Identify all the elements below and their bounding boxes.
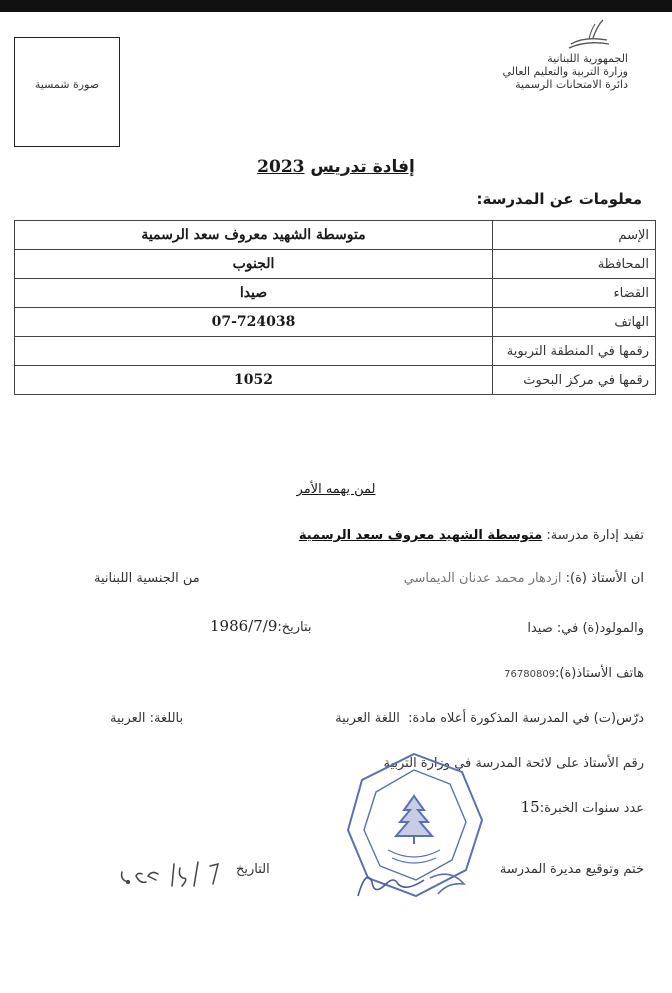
row-value: 07-724038 [15, 308, 493, 337]
row-value: صيدا [15, 279, 493, 308]
row-label: رقمها في المنطقة التربوية [493, 337, 656, 366]
row-value: 1052 [15, 366, 493, 395]
table-row [15, 366, 656, 395]
row-value [15, 337, 493, 366]
teacher-phone: 76780809 [504, 669, 556, 680]
date-label: بتاريخ: [277, 620, 312, 635]
row-value: متوسطة الشهيد معروف سعد الرسمية [15, 221, 493, 250]
ministry-name: وزارة التربية والتعليم العالي [502, 65, 628, 78]
title-label: إفادة تدريس [310, 157, 415, 177]
table-row [15, 308, 656, 337]
title-year: 2023 [257, 157, 305, 177]
intro-label: تفيد إدارة مدرسة: [546, 528, 644, 543]
born-line [527, 621, 644, 636]
statement-intro-line [299, 528, 644, 543]
document-title [0, 157, 672, 177]
ministry-header [502, 52, 628, 91]
teacher-line [404, 571, 644, 586]
ministry-logo-icon [563, 18, 613, 50]
table-row [15, 337, 656, 366]
row-label: القضاء [493, 279, 656, 308]
photo-label: صورة شمسية [34, 78, 100, 91]
register-line: رقم الأستاذ على لائحة المدرسة في وزارة التربية [383, 756, 644, 771]
row-label: الإسم [493, 221, 656, 250]
to-whom-heading [0, 482, 672, 497]
table-row [15, 279, 656, 308]
signature-label: ختم وتوقيع مديرة المدرسة [499, 862, 644, 877]
language-label: باللغة: [149, 711, 184, 726]
table-row [15, 221, 656, 250]
birth-date: 1986/7/9 [210, 617, 278, 635]
school-info-heading: معلومات عن المدرسة: [476, 190, 642, 208]
taught-label: درّس(ت) في المدرسة المذكورة أعلاه مادة: [408, 711, 644, 726]
department-name: دائرة الامتحانات الرسمية [515, 78, 628, 91]
school-info-table [14, 220, 656, 395]
teacher-label: ان الأستاذ (ة): [565, 571, 644, 586]
taught-line [335, 711, 644, 726]
school-name: متوسطة الشهيد معروف سعد الرسمية [298, 528, 543, 543]
to-whom-text: لمن يهمه الأمر [296, 482, 376, 497]
teacher-name: ازدهار محمد عدنان الديماسي [403, 571, 562, 586]
language: العربية [110, 711, 146, 726]
born-label: والمولود(ة) في: [556, 621, 644, 636]
experience-years: 15 [520, 798, 540, 816]
signature-icon [352, 862, 432, 902]
phone-label: هاتف الأستاذ(ة): [555, 666, 644, 681]
phone-line [504, 666, 644, 681]
row-label: المحافظة [493, 250, 656, 279]
table-row [15, 250, 656, 279]
experience-line [521, 798, 644, 816]
language-line [110, 711, 183, 726]
date-label-footer: التاريخ [236, 862, 270, 877]
top-border-bar [0, 0, 672, 12]
photo-box [14, 37, 120, 147]
subject: اللغة العربية [335, 711, 400, 726]
handwritten-date-icon [118, 852, 228, 892]
nationality: من الجنسية اللبنانية [94, 571, 200, 586]
experience-label: عدد سنوات الخبرة: [539, 801, 644, 816]
row-label: رقمها في مركز البحوث [493, 366, 656, 395]
row-value: الجنوب [15, 250, 493, 279]
row-label: الهاتف [493, 308, 656, 337]
born-place: صيدا [527, 621, 553, 636]
republic-name: الجمهورية اللبنانية [547, 52, 628, 65]
birth-date-line [210, 617, 312, 635]
